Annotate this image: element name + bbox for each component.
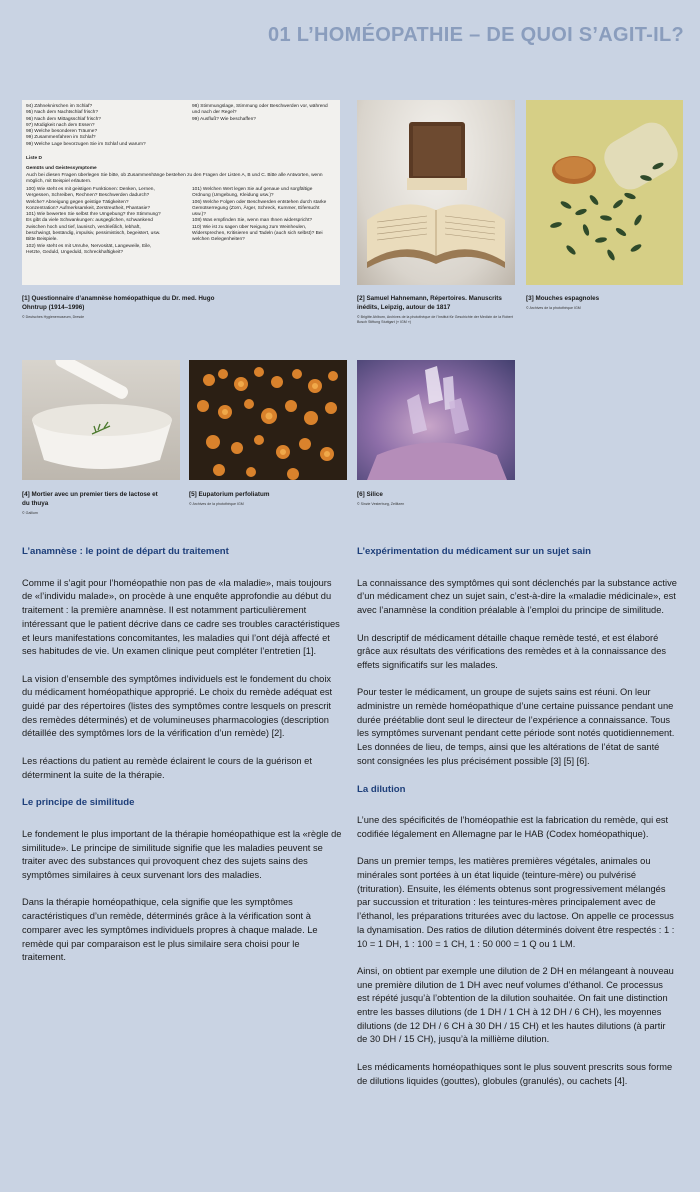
figure-5-caption	[189, 490, 347, 507]
questionnaire-subheading: Gemüts und Geistessymptome	[26, 166, 97, 171]
figure-4-caption-text: [4] Mortier avec un premier tiers de lactose et du thuya	[22, 491, 158, 507]
dilution-heading: La dilution	[357, 783, 406, 795]
left-column	[22, 545, 342, 979]
questionnaire-q-left: 100) Wie steht es mit geistigen Funktionen: Denken, Lernen, Vergessen, Schreiben, Rechnen? Beschwerden dadurch? Welche? Abneigung gegen geistige Tätigkeiten? Konzentration? Aufmerksamkeit, Zerstreutheit, Phantasie? 101) Wie bewerten Sie selbst Ihre Umgebung? Ihre Stimmung? Es gibt da viele Schwankungen: ausgeglichen, schwankend zwischen hoch und tief, launisch, verdrießlich, lebhaft, beschwingt, beständig, impulsiv, pessimistisch, begeistert, usw. Bitte Beispiele. 102) Wie steht es mit Unruhe, Nervosität, Langeweile, Eile, Hetzte, Geduld, Ungeduld, Schreckhaftigkeit?	[26, 187, 161, 255]
experimentation-paragraph-2: Un descriptif de médicament détaille chaque remède testé, et est élaboré grâce aux résultats des vérifications des remèdes et à la connaissance des effets significatifs sur les malades.	[357, 632, 667, 670]
dilution-paragraph-2: Dans un premier temps, les matières premières végétales, animales ou minérales sont portées à un état liquide (teinture-mère) ou pulvérisé (trituration). Ensuite, les éléments obtenus sont progressivement mélangés par succussion et trituration : les teintures-mères principalement avec de l’éthanol, les préparations triturées avec du lactose. On appelle ce processus la dynamisation. Des ratios de dilution déterminés doivent être respectés : 1 : 10 = 1 DH, 1 : 100 = 1 CH, 1 : 50 000 = 1 Q ou 1 LM.	[357, 856, 675, 949]
anamnesis-paragraph-1: Comme il s’agit pour l’homéopathie non pas de «la maladie», mais toujours de «l’individu malade», on procède à une enquête approfondie au début du traitement : la première anamnèse. Il est notamment particulièrement intéressant que le patient décrive dans ce cadre ses troubles caractéristiques et leurs manifestations concomitantes, les maladies qui l’ont déjà affecté et ses habitudes de vie. Un examen clinique peut compléter l’entretien [1].	[22, 577, 340, 657]
questionnaire-image	[22, 100, 340, 285]
similitude-heading: Le principe de similitude	[22, 797, 135, 809]
figure-6-caption-text: [6] Silice	[357, 491, 383, 498]
figure-3-credit: © Archives de la photothèque IGM	[526, 306, 581, 310]
figure-3-caption-text: [3] Mouches espagnoles	[526, 295, 600, 302]
repertory-book-image	[357, 100, 515, 285]
figure-2-caption	[357, 294, 517, 325]
right-column	[357, 545, 677, 1102]
questionnaire-right-text: 98) Stimmungslage, Stimmung oder Beschwerden vor, während und nach der Regel? 99) Ausfluß? Wie beschaffen?	[192, 104, 328, 122]
questionnaire-heading: Liste D	[26, 156, 42, 161]
similitude-paragraph-2: Dans la thérapie homéopathique, cela signifie que les symptômes caractéristiques d’un remède, déterminés grâce à la vérification sont à comparer avec les symptômes individuels propres à chaque malade. Le remède qui par comparaison est le plus similaire sera choisi pour le traitement.	[22, 897, 318, 963]
dilution-paragraph-3: Ainsi, on obtient par exemple une dilution de 2 DH en mélangeant à nouveau une première dilution de 1 DH avec neuf volumes d’éthanol. Ce processus est répété jusqu’à l’obtention de la dilution souhaitée. On fait une distinction entre les basses dilutions (de 1 DH / 1 CH à 12 DH / 6 CH), les moyennes dilutions (de 12 DH / 6 CH à 30 DH / 15 CH) et les hautes dilutions (à partir de 30 DH / 15 CH), jusqu’à la millième dilution.	[357, 965, 674, 1045]
figure-1-caption-text: [1] Questionnaire d’anamnèse homéopathique du Dr. med. Hugo Ohntrup (1914–1996)	[22, 295, 215, 311]
similitude-paragraph-1: Le fondement le plus important de la thérapie homéopathique est la «règle de similitude». Le principe de similitude signifie que les maladies peuvent se traiter avec des substances qui provoquent chez des sujets sains des symptômes similaires à ceux survenant lors des maladies.	[22, 828, 342, 881]
experimentation-heading: L’expérimentation du médicament sur un sujet sain	[357, 546, 592, 557]
spanish-fly-image	[526, 100, 683, 285]
figure-6-caption	[357, 490, 515, 507]
page-title: 01 L’HOMÉOPATHIE – DE QUOI S’AGIT-IL?	[268, 24, 684, 46]
silica-image	[357, 360, 515, 480]
anamnesis-paragraph-3: Les réactions du patient au remède éclairent le cours de la guérison et déterminent la suite de la thérapie.	[22, 755, 312, 780]
dilution-paragraph-4: Les médicaments homéopathiques sont le plus souvent prescrits sous forme de dilutions liquides (gouttes), globules (granulés), ou cachets [4].	[357, 1061, 673, 1086]
figure-5-credit: © Archives de la photothèque IGM	[189, 502, 244, 506]
anamnesis-paragraph-2: La vision d’ensemble des symptômes individuels est le fondement du choix du médicament homéopathique approprié. Le choix du remède adéquat est guidé par des répertoires (listes des symptômes contre lesquels on prescrit des remèdes déterminés) et de volumineuses pharmacologies (description détaillée des symptômes lors de la vérification d’un remède) [2].	[22, 673, 333, 739]
figure-2-credit: © Brigitte Ahlborn, Archives de la photothèque de l’Institut für Geschichte der Medizin de la Robert Bosch Stiftung Stuttgart (« IGM »)	[357, 315, 513, 324]
figure-5-caption-text: [5] Eupatorium perfoliatum	[189, 491, 270, 498]
questionnaire-intro: Auch bei diesen Fragen überlegen Sie bitte, ob Zusammenhänge bestehen zu den Fragen der Listen A, B und C. Bitte alle Antworten, wenn möglich, mit Beispiel erläutern.	[26, 173, 323, 185]
experimentation-paragraph-3: Pour tester le médicament, un groupe de sujets sains est réuni. On leur administre un remède homéopathique d’une certaine puissance pendant une durée préétablie dont seul le directeur de l’expérience a connaissance. Tous les symptômes survenant pendant cette période sont notés quotidiennement. Les données de lieu, de temps, ainsi que les altérations de l’état de santé sont consignées les plus précisément possible [3] [5] [6].	[357, 687, 675, 766]
figure-4-caption	[22, 490, 162, 516]
figure-3-caption	[526, 294, 683, 311]
figure-2-caption-text: [2] Samuel Hahnemann, Répertoires. Manuscrits inédits, Leipzig, autour de 1817	[357, 295, 502, 311]
eupatorium-image	[189, 360, 347, 480]
questionnaire-q-right: 101) Welchen Wert legen Sie auf genaue und sorgfältige Ordnung (Umgebung, Kleidung usw.)? 106) Welche Folgen oder Beschwerden entstehen durch starke Gemütserregung (Zorn, Ärger, Schreck, Kummer, Eifersucht usw.)? 108) Was empfinden Sie, wenn man Ihnen widerspricht? 110) Wie ist zu sagen über Neigung zum Weinheulen, Widersprechen, Kritisieren und Tadeln (auch sich selbst)? Bei welchen Gelegenheiten?	[192, 187, 327, 243]
anamnesis-heading: L’anamnèse : le point de départ du traitement	[22, 546, 229, 557]
figure-4-credit: © Gallium	[22, 511, 38, 515]
questionnaire-left-text: 94) Zähneknirschen im Schlaf? 95) Nach dem Nachtschlaf frisch? 96) Nach dem Mittagsschlaf frisch? 97) Müdigkeit nach dem Essen? 98) Welche besonderen Träume? 99) Zusammenfahren im Schlaf? 99) Welche Lage bevorzugen Sie im Schlaf und warum?	[26, 104, 146, 147]
dilution-paragraph-1: L’une des spécificités de l’homéopathie est la fabrication du remède, qui est codifiée légalement en Allemagne par le HAB (Codex homéopathique).	[357, 815, 669, 839]
mortar-image	[22, 360, 180, 480]
figure-1-caption	[22, 294, 222, 320]
figure-1-credit: © Deutsches Hygienemuseum, Dresde	[22, 315, 85, 319]
experimentation-paragraph-1: La connaissance des symptômes qui sont déclenchés par la substance active d’un médicament chez un sujet sain, c’est-à-dire la «maladie médicinale», est avec l’anamnèse la condition préalable à l’emploi du principe de similitude.	[357, 577, 677, 616]
figure-6-credit: © Sinzie Vesterburg, Zeilitzen	[357, 502, 405, 506]
